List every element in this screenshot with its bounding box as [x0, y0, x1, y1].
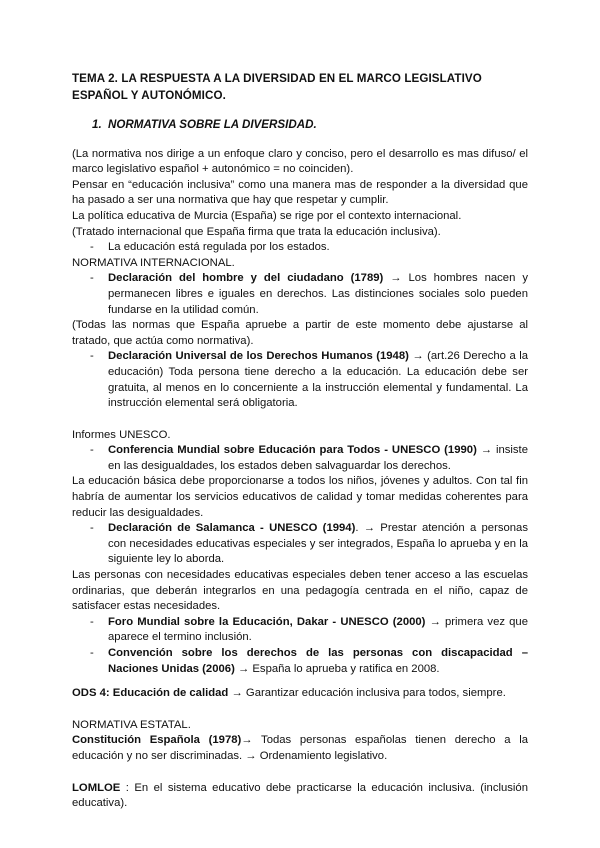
bullet-dash: - [90, 241, 94, 254]
paragraph-inclusive: Pensar en “educación inclusiva” como una manera mas de responder a la diversidad que ha pasado a ser una normativa que hay que respetar y cumplir. [72, 178, 528, 207]
bullet-dash: - [90, 615, 94, 628]
heading-normativa-estatal: NORMATIVA ESTATAL. [72, 718, 191, 731]
list-item [72, 271, 528, 318]
bullet-dash: - [90, 272, 94, 285]
list-item [72, 443, 528, 474]
lomloe-text: : En el sistema educativo debe practicarse la educación inclusiva. (inclusión educativa). [72, 781, 528, 810]
paragraph-intro: (La normativa nos dirige a un enfoque claro y conciso, pero el desarrollo es mas difuso/ el marco legislativo español + autonómico = no coinciden). [72, 147, 528, 176]
paragraph-constitucion [72, 733, 528, 764]
list-item-text: → primera vez que aparece el termino inclusión. [108, 615, 528, 644]
lomloe-bold: LOMLOE [72, 781, 121, 794]
list-item [72, 646, 528, 677]
bullet-dash: - [90, 647, 94, 659]
list-item-bold: Foro Mundial sobre la Educación, Dakar - UNESCO (2000) [108, 615, 426, 628]
document-title: TEMA 2. LA RESPUESTA A LA DIVERSIDAD EN EL MARCO LEGISLATIVO ESPAÑOL Y AUTONÓMICO. [72, 72, 482, 102]
list-item-text: . → Prestar atención a personas con necesidades educativas especiales y ser integrados, España lo aprueba y en la siguiente ley lo aborda. [108, 522, 528, 566]
list-item-text: → (art.26 Derecho a la educación) Toda persona tiene derecho a la educación. La educación debe ser gratuita, al menos en lo concerniente a la instrucción elemental y fundamental. La instrucción elemental será obligatoria. [108, 350, 528, 410]
list-item-text: → Los hombres nacen y permanecen libres e iguales en derechos. Las distinciones sociales solo pueden fundarse en la utilidad común. [108, 272, 528, 316]
list-item-bold: Declaración Universal de los Derechos Humanos (1948) [108, 350, 409, 363]
ods-bold: ODS 4: Educación de calidad [72, 687, 229, 700]
ods-text: → Garantizar educación inclusiva para todos, siempre. [228, 687, 506, 700]
list-item [72, 240, 528, 256]
constitucion-text: → Todas personas españolas tienen derecho a la educación y no ser discriminadas. → Ordenamiento legislativo. [72, 734, 528, 762]
paragraph-nee: Las personas con necesidades educativas especiales deben tener acceso a las escuelas ordinarias, que deberán integrarlos en una pedagogía centrada en el niño, capaz de satisfacer estas necesidades. [72, 569, 528, 613]
list-item-text: → España lo aprueba y ratifica en 2008. [234, 662, 440, 675]
bullet-dash: - [90, 522, 94, 535]
list-item-bold: Declaración de Salamanca - UNESCO (1994) [108, 522, 356, 535]
list-item [72, 349, 528, 411]
list-item-bold: Declaración del hombre y del ciudadano (1789) [108, 272, 384, 285]
paragraph-tratado: (Tratado internacional que España firma que trata la educación inclusiva). [72, 225, 441, 238]
paragraph-lomloe [72, 781, 528, 812]
document-page [72, 70, 528, 812]
section-number: 1. [92, 118, 102, 131]
list-item-text: La educación está regulada por los estados. [108, 241, 330, 254]
bullet-dash: - [90, 350, 94, 363]
paragraph-normas: (Todas las normas que España apruebe a partir de este momento debe ajustarse al tratado, que actúa como normativa). [72, 319, 528, 347]
list-item [72, 615, 528, 646]
heading-normativa-internacional: NORMATIVA INTERNACIONAL. [72, 256, 235, 269]
list-item-text: → insiste en las desigualdades, los estados deben salvaguardar los derechos. [108, 444, 528, 472]
paragraph-murcia: La política educativa de Murcia (España) se rige por el contexto internacional. [72, 209, 462, 222]
bullet-dash: - [90, 444, 94, 457]
list-item-bold: Conferencia Mundial sobre Educación para Todos - UNESCO (1990) [108, 444, 477, 457]
section-heading [92, 117, 528, 133]
constitucion-bold: Constitución Española (1978) [72, 734, 242, 747]
paragraph-ods [72, 686, 528, 702]
paragraph-educacion-basica: La educación básica debe proporcionarse a todos los niños, jóvenes y adultos. Con tal fin habría de aumentar los servicios educativos de calidad y tomar medidas coherentes para reducir las desigualdades. [72, 475, 528, 519]
section-title: NORMATIVA SOBRE LA DIVERSIDAD. [108, 118, 317, 131]
list-item-bold: Convención sobre los derechos de las personas con discapacidad – Naciones Unidas (2006) [108, 647, 528, 675]
heading-informes-unesco: Informes UNESCO. [72, 428, 171, 441]
list-item [72, 521, 528, 568]
